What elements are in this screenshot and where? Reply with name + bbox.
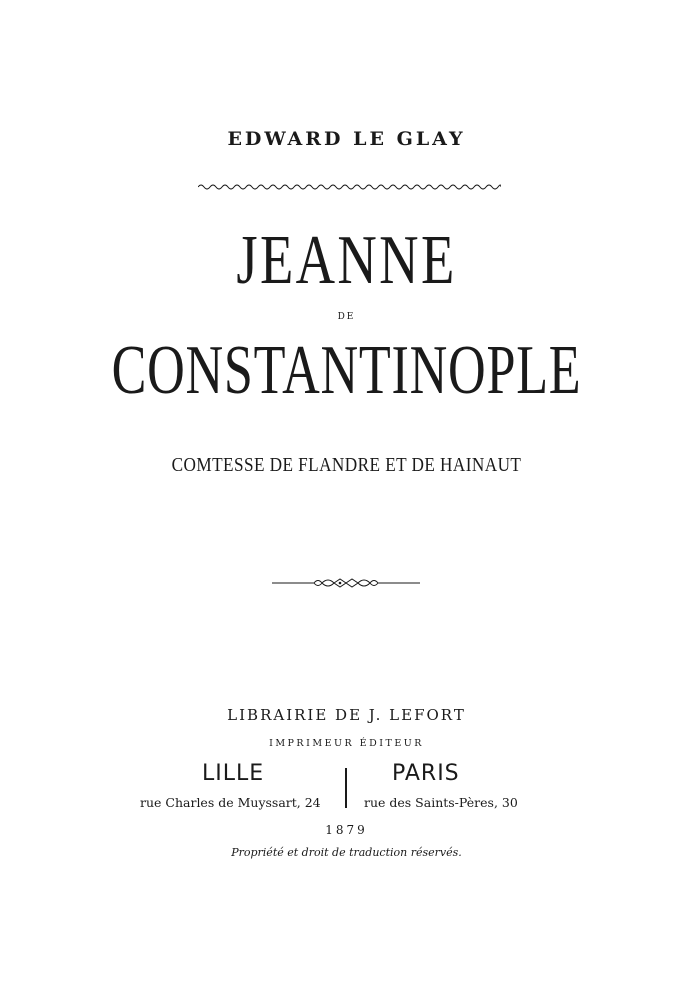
author-name: EDWARD LE GLAY	[227, 128, 466, 150]
vertical-divider	[345, 768, 347, 808]
rights-notice: Propriété et droit de traduction réservés.	[231, 846, 462, 859]
subtitle: COMTESSE DE FLANDRE ET DE HAINAUT	[171, 454, 522, 476]
title-connector: DE	[337, 312, 356, 322]
city-paris: PARIS	[392, 761, 460, 786]
wavy-rule-ornament	[198, 181, 501, 193]
publisher-name: LIBRAIRIE DE J. LEFORT	[227, 706, 466, 724]
decorative-divider-ornament	[272, 575, 420, 591]
title-line-jeanne: JEANNE	[236, 222, 457, 299]
city-lille: LILLE	[202, 761, 265, 786]
title-line-constantinople: CONSTANTINOPLE	[111, 332, 582, 409]
address-lille: rue Charles de Muyssart, 24	[140, 795, 321, 810]
address-paris: rue des Saints-Pères, 30	[364, 795, 518, 810]
publisher-role: IMPRIMEUR ÉDITEUR	[269, 738, 424, 749]
publication-year: 1879	[325, 823, 368, 837]
